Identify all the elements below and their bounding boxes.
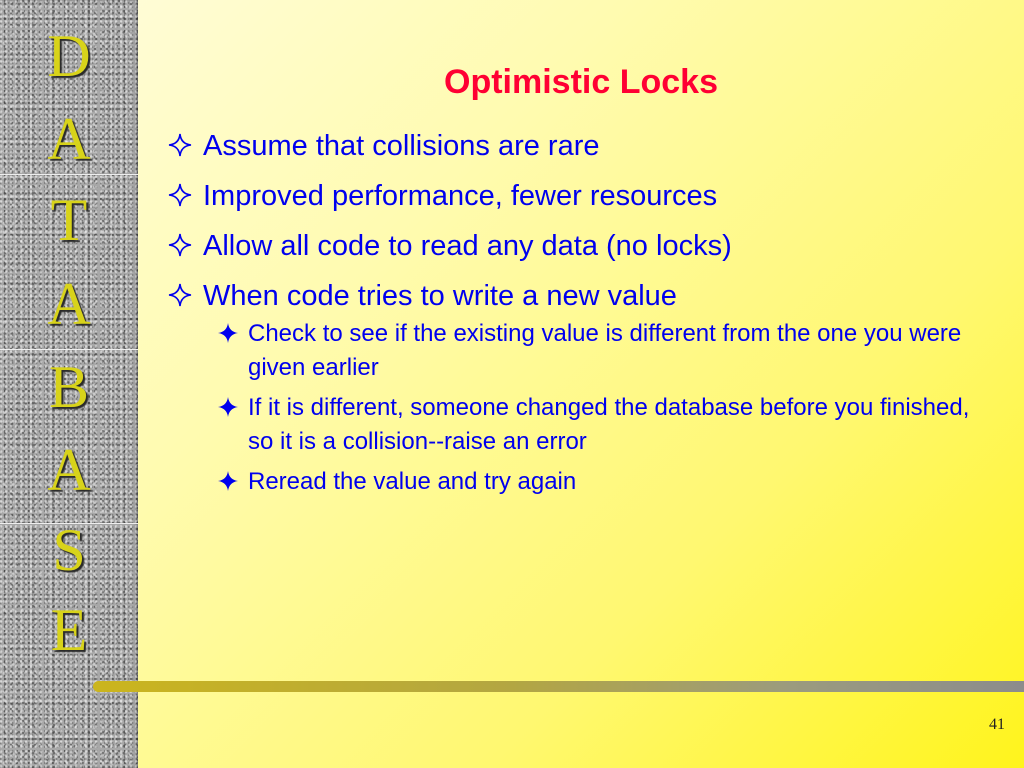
sidebar-letter: T: [50, 187, 88, 253]
four-point-star-outline-icon: [165, 230, 195, 260]
page-number: 41: [989, 716, 1005, 733]
bullet-text: Allow all code to read any data (no locks): [203, 230, 732, 262]
four-point-star-filled-icon: [217, 470, 239, 492]
sub-bullet-list: [217, 317, 997, 499]
four-point-star-filled-icon: [217, 322, 239, 344]
bullet-item: [165, 228, 1005, 264]
sub-bullet-item: [217, 391, 997, 459]
sidebar-letter: A: [47, 437, 91, 503]
sidebar-letter: B: [48, 354, 90, 420]
sidebar-letter: E: [50, 597, 88, 663]
sidebar-letter: A: [47, 106, 91, 172]
four-point-star-outline-icon: [165, 180, 195, 210]
sidebar-letter: D: [47, 23, 91, 89]
sub-bullet-item: [217, 465, 997, 499]
bullet-item: [165, 278, 1005, 499]
sidebar-divider: [0, 349, 138, 350]
bullet-text: When code tries to write a new value: [203, 280, 677, 312]
sub-bullet-text: Check to see if the existing value is different from the one you were given earlier: [248, 320, 962, 381]
sub-bullet-item: [217, 317, 997, 385]
footer-accent-bar: [93, 681, 1024, 692]
bullet-text: Improved performance, fewer resources: [203, 180, 718, 212]
bullet-text: Assume that collisions are rare: [203, 130, 600, 162]
sidebar-letter: S: [52, 517, 86, 583]
bullet-item: [165, 178, 1005, 214]
four-point-star-outline-icon: [165, 280, 195, 310]
sub-bullet-text: Reread the value and try again: [248, 468, 577, 495]
sidebar: [0, 0, 138, 768]
bullet-list: [165, 128, 1005, 513]
four-point-star-filled-icon: [217, 396, 239, 418]
sidebar-letter: A: [47, 271, 91, 337]
slide-title: Optimistic Locks: [444, 63, 718, 101]
four-point-star-outline-icon: [165, 130, 195, 160]
bullet-item: [165, 128, 1005, 164]
sidebar-divider: [0, 174, 138, 175]
sub-bullet-text: If it is different, someone changed the database before you finished, so it is a collision--raise an error: [248, 394, 970, 455]
